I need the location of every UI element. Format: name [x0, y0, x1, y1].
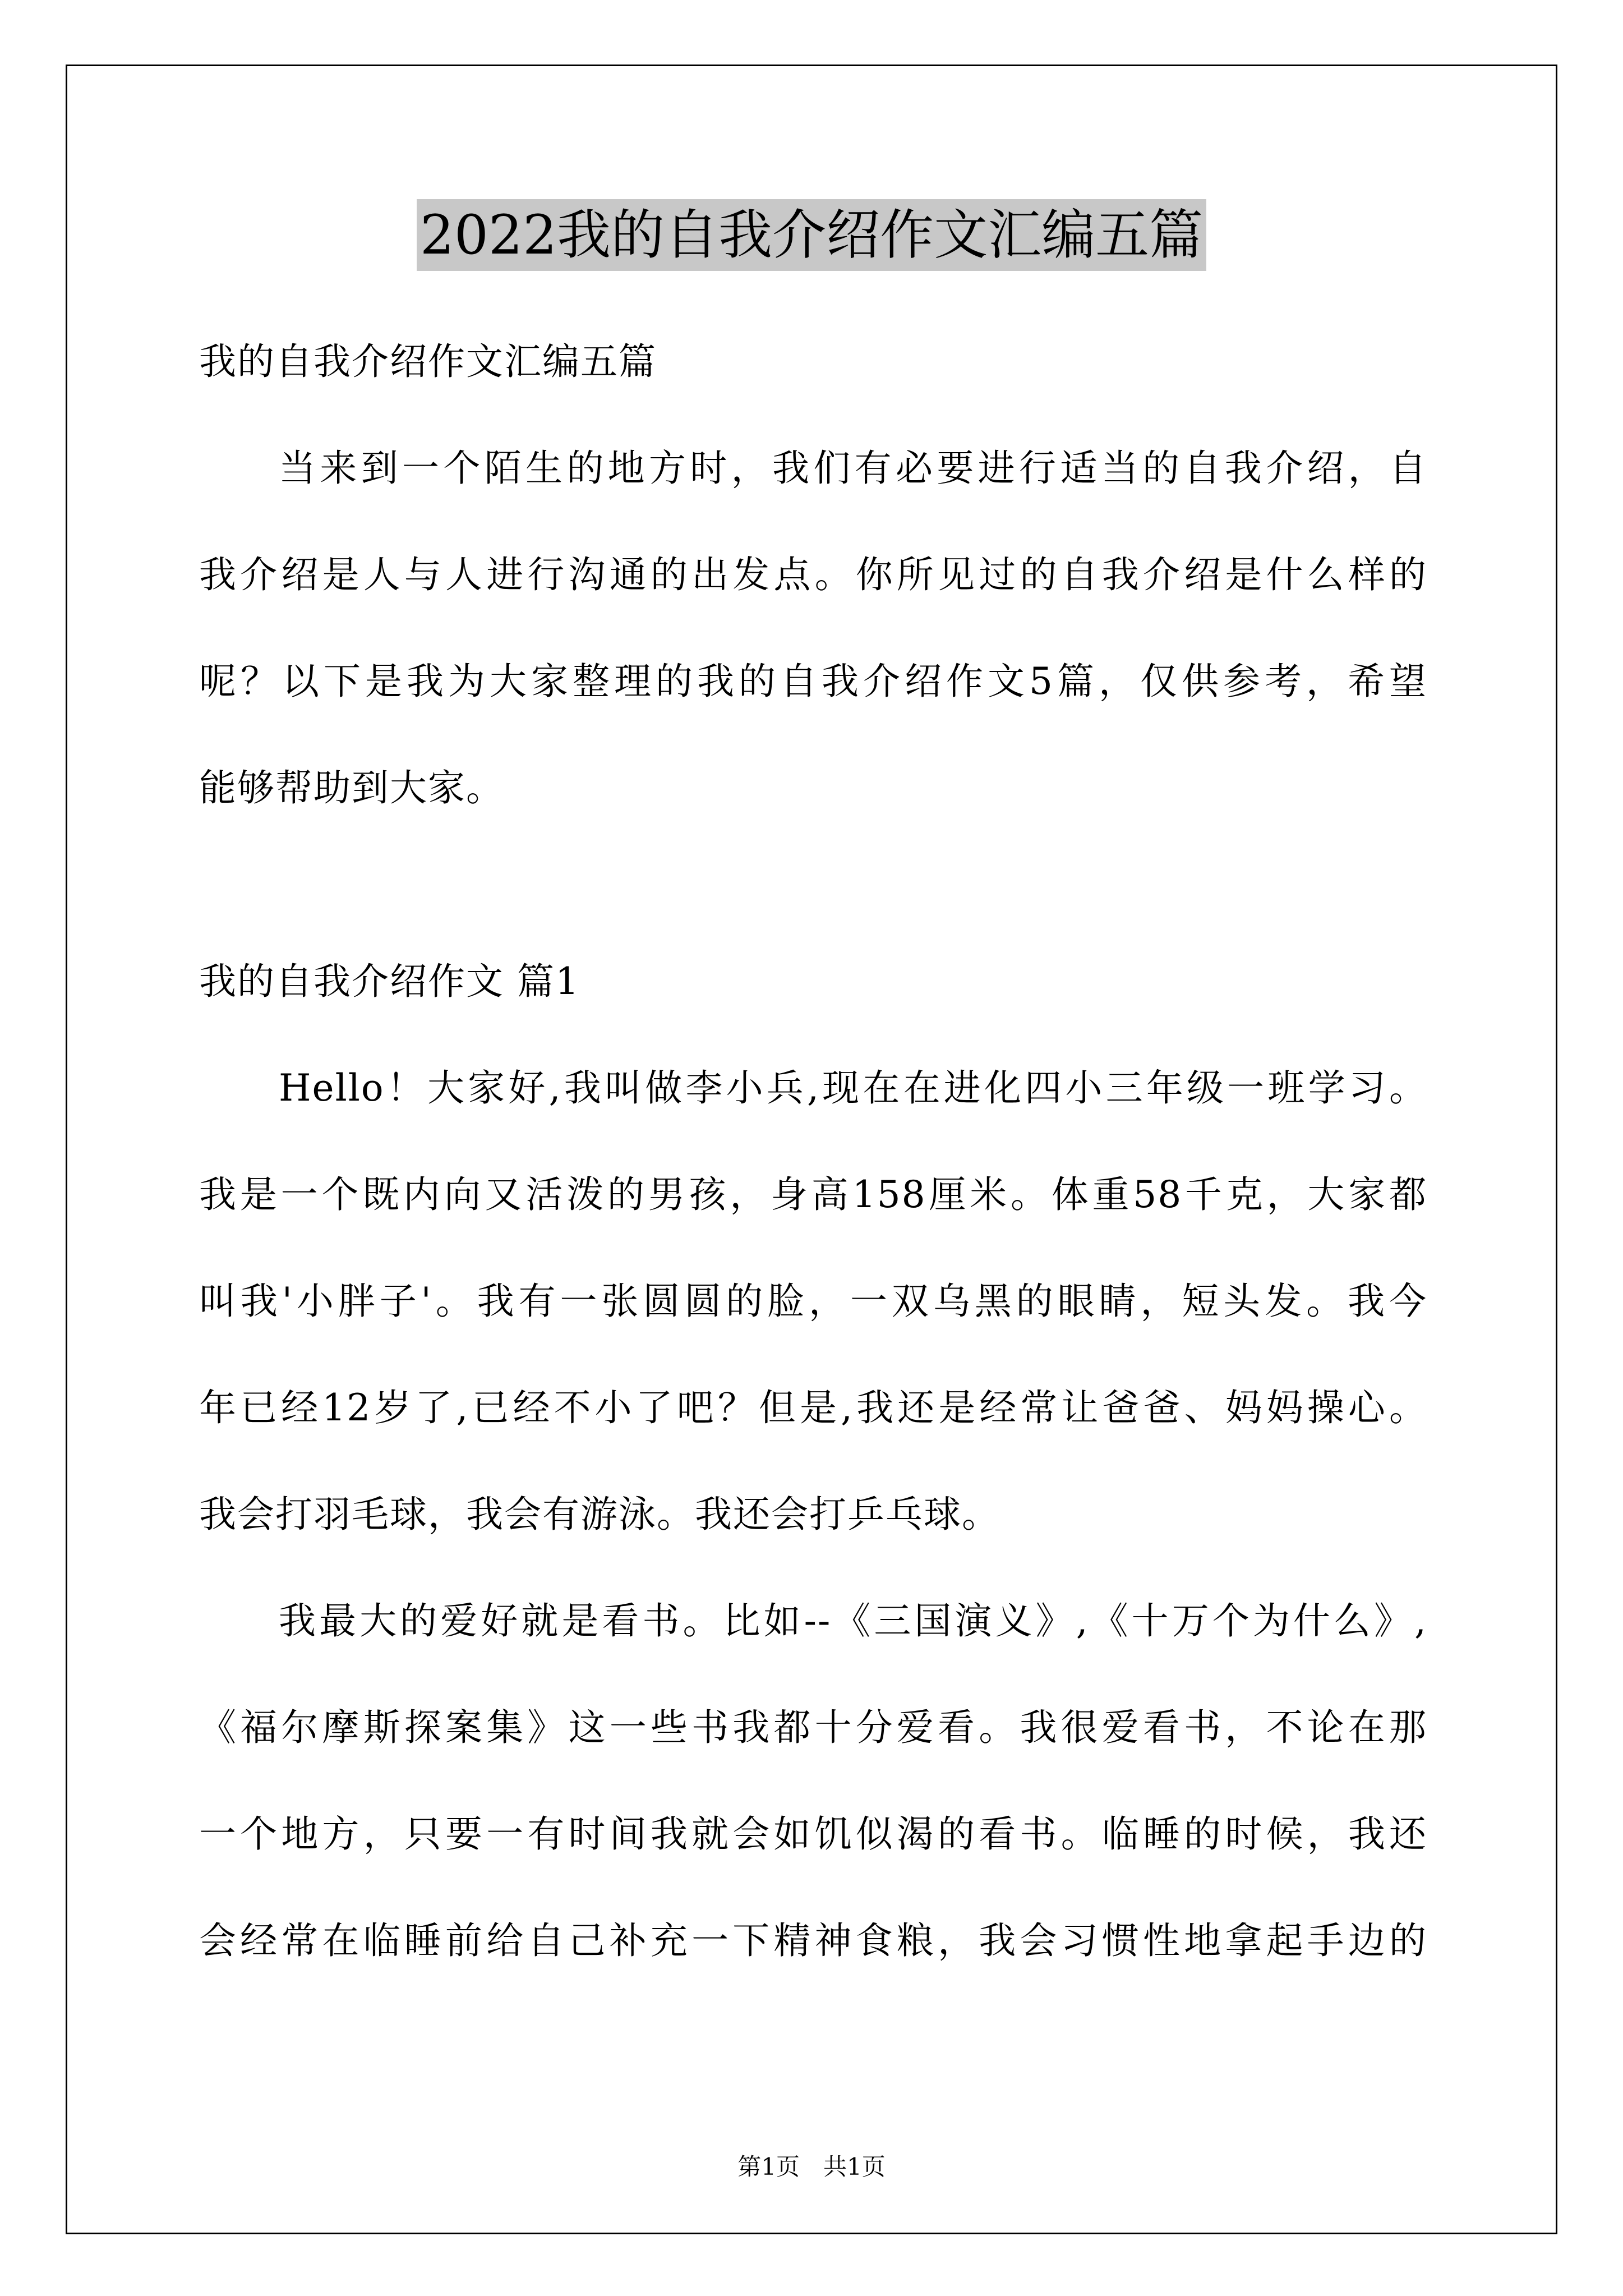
paragraph-line: 一个地方，只要一有时间我就会如饥似渴的看书。临睡的时候，我还 [199, 1812, 1427, 1856]
intro-line: 我介绍是人与人进行沟通的出发点。你所见过的自我介绍是什么样的 [199, 553, 1427, 596]
paragraph-line: 会经常在临睡前给自己补充一下精神食粮，我会习惯性地拿起手边的 [199, 1919, 1427, 1962]
document-body [199, 309, 1427, 1994]
intro-line: 能够帮助到大家。 [199, 766, 504, 809]
paragraph-line: Hello！大家好,我叫做李小兵,现在在进化四小三年级一班学习。 [279, 1066, 1427, 1110]
paragraph-line: 年已经12岁了,已经不小了吧？但是,我还是经常让爸爸、妈妈操心。 [199, 1386, 1427, 1429]
paragraph-line: 《福尔摩斯探案集》这一些书我都十分爱看。我很爱看书，不论在那 [199, 1706, 1427, 1749]
page-footer: 第1页 共1页 [737, 2153, 886, 2180]
paragraph-line: 我最大的爱好就是看书。比如--《三国演义》,《十万个为什么》, [279, 1599, 1427, 1642]
section1-paragraph-2 [199, 1568, 1427, 1994]
section-heading: 我的自我介绍作文 篇1 [199, 960, 580, 1003]
paragraph-line: 我会打羽毛球，我会有游泳。我还会打乒乓球。 [199, 1493, 1000, 1536]
document-title [0, 199, 1623, 271]
paragraph-line: 我是一个既内向又活泼的男孩，身高158厘米。体重58千克，大家都 [199, 1173, 1427, 1216]
intro-line: 当来到一个陌生的地方时，我们有必要进行适当的自我介绍，自 [279, 447, 1427, 490]
section-gap [199, 841, 1427, 928]
intro-line: 呢？以下是我为大家整理的我的自我介绍作文5篇，仅供参考，希望 [199, 660, 1427, 703]
section1-paragraph-1 [199, 1035, 1427, 1568]
paragraph-line: 叫我'小胖子'。我有一张圆圆的脸，一双乌黑的眼睛，短头发。我今 [199, 1280, 1427, 1323]
subtitle: 我的自我介绍作文汇编五篇 [199, 340, 657, 383]
title-text: 2022我的自我介绍作文汇编五篇 [417, 199, 1206, 271]
intro-paragraph [199, 415, 1427, 841]
